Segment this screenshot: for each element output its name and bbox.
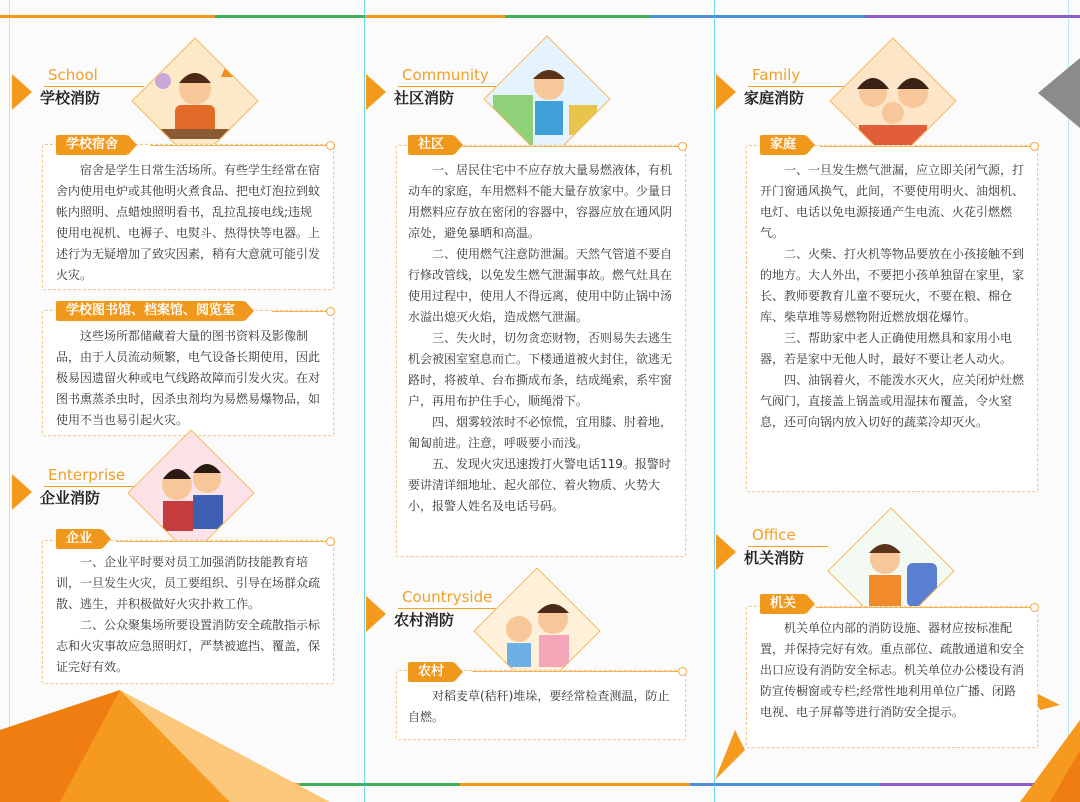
enterprise-title-zh: 企业消防 bbox=[40, 489, 101, 507]
heading-arrow-icon bbox=[12, 474, 32, 510]
enterprise-heading bbox=[12, 466, 142, 514]
heading-arrow-icon bbox=[716, 534, 736, 570]
fold-guide-3 bbox=[9, 0, 10, 802]
enterprise-title-en: Enterprise bbox=[48, 466, 126, 484]
family-heading bbox=[716, 66, 846, 114]
school-heading bbox=[12, 66, 142, 114]
enterprise-fire-cartoon-icon bbox=[127, 429, 254, 556]
family-title-en: Family bbox=[752, 66, 801, 84]
school-library-tag: 学校图书馆、档案馆、阅览室 bbox=[56, 301, 245, 321]
middle-bottom-triangle bbox=[715, 730, 745, 780]
fold-guide-2 bbox=[714, 0, 715, 802]
office-tag: 机关 bbox=[760, 594, 806, 614]
heading-arrow-icon bbox=[12, 74, 32, 110]
office-heading bbox=[716, 526, 846, 574]
community-heading bbox=[366, 66, 496, 114]
countryside-title-zh: 农村消防 bbox=[394, 611, 455, 629]
community-title-zh: 社区消防 bbox=[394, 89, 455, 107]
top-stripe-orange bbox=[0, 15, 215, 18]
top-stripe-orange-2 bbox=[365, 15, 505, 18]
top-stripe-green bbox=[215, 15, 365, 18]
heading-arrow-icon bbox=[366, 596, 386, 632]
bottom-stripe-blue bbox=[690, 783, 880, 786]
enterprise-tag: 企业 bbox=[56, 529, 102, 549]
right-gray-triangle bbox=[1038, 58, 1080, 128]
community-tag: 社区 bbox=[408, 135, 454, 155]
bottom-left-triangles bbox=[0, 690, 330, 802]
community-title-en: Community bbox=[402, 66, 489, 84]
countryside-text: 对稻麦草(秸秆)堆垛，要经常检查测温，防止自燃。 bbox=[408, 689, 670, 724]
community-fire-cartoon-icon bbox=[483, 35, 610, 162]
heading-arrow-icon bbox=[366, 74, 386, 110]
school-title-zh: 学校消防 bbox=[40, 89, 101, 107]
community-text: 一、居民住宅中不应存放大量易燃液体，有机动车的家庭，车用燃料不能大量存放家中。少量日用燃料应存放在密闭的容器中，容器应放在通风阴凉处，避免暴晒和高温。 二、使用燃气注意防泄漏。天然气管道不要自行修改管线，以免发生燃气泄漏事故。燃气灶具在使用过程中，使用人不得远离，使用中防止锅中汤水溢出熄灭火焰，造成燃气泄漏。 三、失火时，切勿贪恋财物，否则易失去逃生机会被困室窒息而亡。下楼通道被火封住，欲逃无路时，将被单、台布撕成布条，结成绳索，系牢窗户，再用布护住手心，顺绳滑下。 四、烟雾较浓时不必惊慌，宜用膝、肘着地，匍匐前进。注意，呼吸要小而浅。 五、发现火灾迅速拨打火警电话119。报警时要讲清详细地址、起火部位、着火物质、火势大小，报警人姓名及电话号码。 bbox=[408, 163, 673, 513]
countryside-title-en: Countryside bbox=[402, 588, 493, 606]
family-title-zh: 家庭消防 bbox=[744, 89, 805, 107]
top-stripe-blue bbox=[650, 15, 865, 18]
family-text: 一、一旦发生燃气泄漏，应立即关闭气源，打开门窗通风换气，此间，不要使用明火、油烟机、电灯、电话以免电源接通产生电流、火花引燃燃气。 二、火柴、打火机等物品要放在小孩接触不到的地方。大人外出，不要把小孩单独留在家里，家长、教师要教育儿童不要玩火，不要在粮、棉仓库、柴草堆等易燃物附近燃放烟花爆竹。 三、帮助家中老人正确使用燃具和家用小电器，若是家中无他人时，最好不要让老人动火。 四、油锅着火，不能泼水灭火，应关闭炉灶燃气阀门，直接盖上锅盖或用湿抹布覆盖，令火窒息，还可向锅内放入切好的蔬菜冷却灭火。 bbox=[760, 163, 1025, 429]
school-title-en: School bbox=[48, 66, 98, 84]
top-stripe-green-2 bbox=[505, 15, 650, 18]
fold-guide-1 bbox=[364, 0, 365, 802]
top-stripe-purple bbox=[865, 15, 1080, 18]
office-title-en: Office bbox=[752, 526, 796, 544]
family-tag: 家庭 bbox=[760, 135, 806, 155]
bottom-stripe-orange-2 bbox=[460, 783, 690, 786]
enterprise-text: 一、企业平时要对员工加强消防技能教育培训，一旦发生火灾，员工要组织、引导在场群众疏散、逃生，并积极做好火灾扑救工作。 二、公众聚集场所要设置消防安全疏散指示标志和火灾事故应急照明灯，严禁被遮挡、覆盖，保证完好有效。 bbox=[56, 555, 321, 674]
school-dormitory-text: 宿舍是学生日常生活场所。有些学生经常在宿舍内使用电炉或其他明火煮食品、把电灯泡拉到蚊帐内照明、点蜡烛照明看书，乱拉乱接电线;违规使用电视机、电褥子、电熨斗、热得快等电器。上述行为无疑增加了致灾因素，稍有大意就可能引发火灾。 bbox=[56, 163, 321, 282]
school-library-text: 这些场所都储藏着大量的图书资料及影像制品，由于人员流动频繁，电气设备长期使用，因此极易因遗留火种或电气线路故障而引发火灾。在对图书熏蒸杀虫时，因杀虫剂均为易燃易爆物品，如使用不当也易引起火灾。 bbox=[56, 329, 321, 427]
school-dormitory-tag: 学校宿舍 bbox=[56, 135, 128, 155]
office-text: 机关单位内部的消防设施、器材应按标准配置，并保持完好有效。重点部位、疏散通道和安全出口应设有消防安全标志。机关单位办公楼设有消防宣传橱窗或专栏;经常性地利用单位广播、闭路电视、电子屏幕等进行消防安全提示。 bbox=[760, 621, 1025, 719]
countryside-tag: 农村 bbox=[408, 662, 454, 682]
heading-arrow-icon bbox=[716, 74, 736, 110]
office-title-zh: 机关消防 bbox=[744, 549, 805, 567]
